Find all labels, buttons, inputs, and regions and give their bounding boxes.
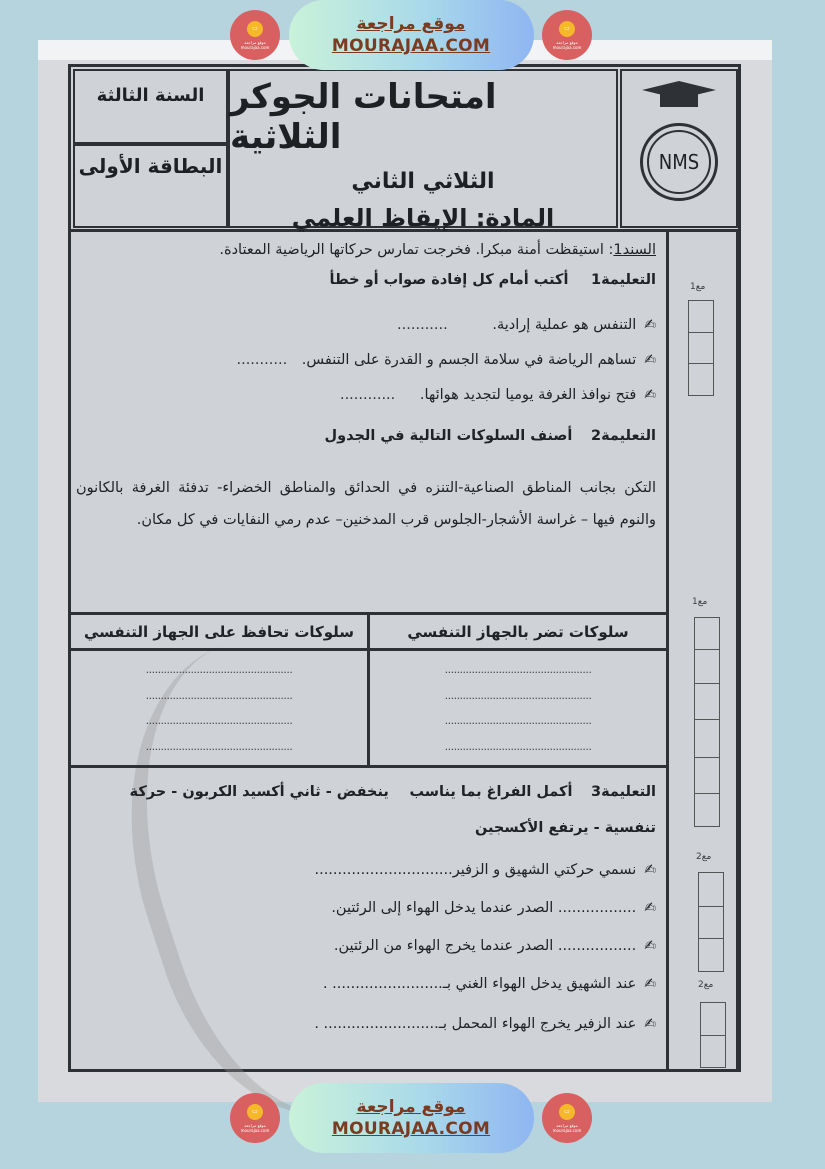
exam-body	[71, 232, 738, 1072]
word-bank-1: ينخفض - ثاني أكسيد الكربون - حركة	[129, 784, 389, 800]
grade-year: السنة الثالثة	[73, 69, 228, 144]
site-url[interactable]: MOURAJAA.COM	[331, 36, 491, 56]
grading-boxes-2	[694, 617, 720, 827]
answer-blank[interactable]: .................................................	[145, 663, 293, 677]
grade-box[interactable]	[695, 758, 719, 794]
answer-blank[interactable]: .................................................	[145, 688, 293, 702]
site-url[interactable]: MOURAJAA.COM	[331, 1119, 491, 1139]
harmful-column	[367, 615, 666, 765]
grade-box[interactable]	[699, 907, 723, 939]
answer-blank[interactable]: .................................................	[444, 663, 592, 677]
nms-text: NMS	[647, 130, 711, 194]
site-link-pill[interactable]	[289, 0, 534, 70]
instruction-2	[324, 428, 656, 444]
exam-title-block	[228, 69, 618, 232]
criterion-label: مع2	[698, 980, 714, 990]
grade-box[interactable]	[701, 1003, 725, 1036]
grade-box[interactable]	[689, 301, 713, 333]
book-icon: ▭	[559, 21, 575, 37]
school-logo	[620, 69, 738, 228]
answer-blank[interactable]: ...........	[236, 352, 288, 368]
site-logo-badge-left	[230, 1093, 280, 1143]
support-body: : استيقظت أمنة مبكرا. فخرجت تمارس حركاتها الرياضية المعتادة.	[219, 242, 614, 258]
grading-column	[672, 232, 738, 1072]
exam-paper-photo	[38, 40, 772, 1102]
instruction-3-text: أكمل الفراغ بما يناسب	[409, 784, 573, 800]
grade-box[interactable]	[695, 720, 719, 758]
exam-frame	[68, 64, 741, 1072]
book-icon: ▭	[247, 1104, 263, 1120]
pen-icon: ✍	[644, 976, 656, 992]
answer-blank[interactable]: .................................................	[444, 739, 592, 753]
site-logo-badge-left	[230, 10, 280, 60]
fill-item-2-text[interactable]: ................. الصدر عندما يدخل الهواء إلى الرئتين.	[331, 900, 637, 916]
badge-caption: موقع مراجعة mourajaa.com	[240, 1122, 270, 1133]
badge-caption: موقع مراجعة mourajaa.com	[240, 39, 270, 50]
support-text	[219, 242, 656, 258]
answer-blank[interactable]: ...........	[397, 317, 448, 333]
criterion-label: مع1	[690, 282, 706, 292]
fill-item-2	[331, 900, 656, 916]
site-name-arabic[interactable]: موقع مراجعة	[356, 1097, 466, 1117]
grade-box[interactable]	[689, 364, 713, 394]
grade-box[interactable]	[689, 333, 713, 364]
exam-header	[71, 67, 738, 232]
book-icon: ▭	[247, 21, 263, 37]
tf-item-3-text: فتح نوافذ الغرفة يوميا لتجديد هوائها.	[419, 387, 637, 403]
exam-term: الثلاثي الثاني	[351, 169, 495, 194]
harmful-header: سلوكات تضر بالجهاز التنفسي	[370, 615, 666, 651]
card-number: البطاقة الأولى	[73, 144, 228, 228]
tf-item-1-text: التنفس هو عملية إرادية.	[492, 317, 637, 333]
protective-column	[71, 615, 367, 765]
fill-item-1	[314, 862, 656, 878]
badge-caption: موقع مراجعة mourajaa.com	[552, 39, 582, 50]
grading-boxes-1	[688, 300, 714, 396]
nms-seal-icon	[640, 123, 718, 201]
fill-item-4	[323, 976, 656, 992]
criterion-label: مع2	[696, 852, 712, 862]
fill-item-5-text[interactable]: عند الزفير يخرج الهواء المحمل بـ......................... .	[314, 1016, 637, 1032]
site-logo-badge-right	[542, 1093, 592, 1143]
exam-questions	[71, 232, 669, 1072]
criterion-label: مع1	[692, 597, 708, 607]
grade-box[interactable]	[699, 873, 723, 907]
grade-box[interactable]	[695, 650, 719, 684]
pen-icon: ✍	[644, 352, 656, 368]
graduation-cap-icon	[634, 79, 724, 115]
exam-subject: المادة: الإيقاظ العلمي	[291, 204, 555, 232]
instruction-1-text: أكتب أمام كل إفادة صواب أو خطأ	[329, 272, 569, 288]
word-bank-continued	[475, 820, 656, 836]
fill-item-3-text[interactable]: ................. الصدر عندما يخرج الهواء من الرئتين.	[333, 938, 637, 954]
tf-item-2-text: تساهم الرياضة في سلامة الجسم و القدرة على التنفس.	[301, 352, 637, 368]
fill-item-4-text[interactable]: عند الشهيق يدخل الهواء الغني بـ........................ .	[322, 976, 637, 992]
instruction-1-label: التعليمة1	[591, 272, 656, 288]
book-icon: ▭	[559, 1104, 575, 1120]
answer-blank[interactable]: .................................................	[145, 714, 293, 728]
pen-icon: ✍	[644, 900, 656, 916]
grade-box[interactable]	[695, 618, 719, 650]
badge-caption: موقع مراجعة mourajaa.com	[552, 1122, 582, 1133]
pen-icon: ✍	[644, 387, 656, 403]
fill-item-5	[314, 1016, 656, 1032]
site-name-arabic[interactable]: موقع مراجعة	[356, 14, 466, 34]
pen-icon: ✍	[644, 938, 656, 954]
behaviors-list: التكن بجانب المناطق الصناعية-التنزه في الحدائق والمناطق الخضراء- تدفئة الغرفة بالكانون والنوم فيها – غراسة الأشجار-الجلوس قرب المدخنين– عدم رمي النفايات في كل مكان.	[76, 480, 656, 528]
exam-title: امتحانات الجوكر الثلاثية	[230, 77, 497, 157]
tf-item-3	[340, 387, 656, 403]
tf-item-2	[236, 352, 656, 368]
word-bank-2: تنفسية - يرتفع الأكسجين	[474, 820, 656, 836]
instruction-3	[130, 784, 656, 800]
grading-boxes-4	[700, 1002, 726, 1068]
pen-icon: ✍	[644, 317, 656, 333]
answer-blank[interactable]: .................................................	[444, 714, 592, 728]
classification-table	[68, 612, 666, 768]
pen-icon: ✍	[644, 862, 656, 878]
support-label: السند1	[613, 242, 656, 258]
answer-blank[interactable]: ............	[339, 387, 396, 403]
grading-boxes-3	[698, 872, 724, 972]
answer-blank[interactable]: .................................................	[444, 688, 592, 702]
grade-box[interactable]	[695, 794, 719, 824]
site-banner-top	[230, 0, 592, 70]
grade-box[interactable]	[701, 1036, 725, 1066]
fill-item-3	[334, 938, 656, 954]
site-link-pill[interactable]	[289, 1083, 534, 1153]
instruction-2-text: أصنف السلوكات التالية في الجدول	[324, 428, 573, 444]
instruction-3-label: التعليمة3	[591, 784, 656, 800]
instruction-2-label: التعليمة2	[591, 428, 656, 444]
instruction-1	[330, 272, 657, 288]
grade-box[interactable]	[695, 684, 719, 720]
site-logo-badge-right	[542, 10, 592, 60]
site-banner-bottom	[230, 1083, 592, 1153]
answer-blank[interactable]: .................................................	[145, 739, 293, 753]
protective-header: سلوكات تحافظ على الجهاز التنفسي	[71, 615, 367, 651]
pen-icon: ✍	[644, 1016, 656, 1032]
fill-item-1-text[interactable]: نسمي حركتي الشهيق و الزفير..............................	[314, 862, 637, 878]
tf-item-1	[397, 317, 656, 333]
grade-box[interactable]	[699, 939, 723, 969]
